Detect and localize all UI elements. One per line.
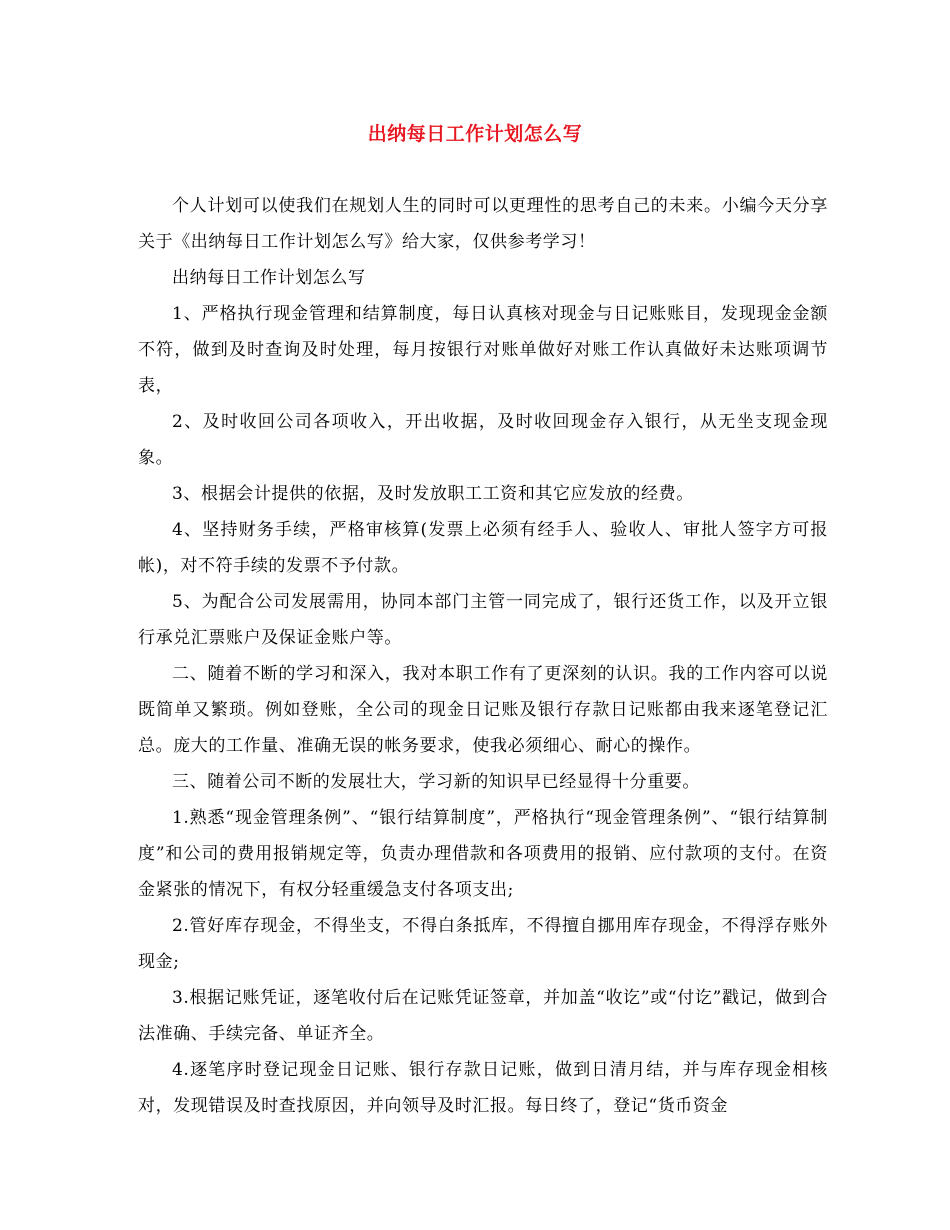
paragraph-subtitle: 出纳每日工作计划怎么写 <box>172 268 366 288</box>
paragraph-intro: 个人计划可以使我们在规划人生的同时可以更理性的思考自己的未来。小编今天分享关于《出纳每日工作计划怎么写》给大家，仅供参考学习！ <box>138 196 828 252</box>
paragraph-item-4: 4、坚持财务手续，严格审核算(发票上必须有经手人、验收人、审批人签字方可报帐)，对不符手续的发票不予付款。 <box>138 520 828 576</box>
paragraph-point-4: 4.逐笔序时登记现金日记账、银行存款日记账，做到日清月结，并与库存现金相核对，发现错误及时查找原因，并向领导及时汇报。每日终了，登记“货币资金 <box>138 1060 828 1116</box>
document-body <box>138 188 828 1124</box>
paragraph-item-5: 5、为配合公司发展需用，协同本部门主管一同完成了，银行还货工作，以及开立银行承兑汇票账户及保证金账户等。 <box>138 592 828 648</box>
paragraph-item-2: 2、及时收回公司各项收入，开出收据，及时收回现金存入银行，从无坐支现金现象。 <box>138 412 828 468</box>
paragraph-item-3: 3、根据会计提供的依据，及时发放职工工资和其它应发放的经费。 <box>172 484 694 504</box>
paragraph-point-1: 1.熟悉“现金管理条例”、“银行结算制度”，严格执行“现金管理条例”、“银行结算制度”和公司的费用报销规定等，负责办理借款和各项费用的报销、应付款项的支付。在资金紧张的情况下，有权分轻重缓急支付各项支出; <box>138 808 828 900</box>
paragraph-section-2: 二、随着不断的学习和深入，我对本职工作有了更深刻的认识。我的工作内容可以说既简单又繁琐。例如登账，全公司的现金日记账及银行存款日记账都由我来逐笔登记汇总。庞大的工作量、准确无误的帐务要求，使我必须细心、耐心的操作。 <box>138 664 828 756</box>
paragraph-item-1: 1、严格执行现金管理和结算制度，每日认真核对现金与日记账账目，发现现金金额不符，做到及时查询及时处理，每月按银行对账单做好对账工作认真做好未达账项调节表， <box>138 304 828 396</box>
paragraph-section-3: 三、随着公司不断的发展壮大，学习新的知识早已经显得十分重要。 <box>172 772 700 792</box>
paragraph-point-3: 3.根据记账凭证，逐笔收付后在记账凭证签章，并加盖“收讫”或“付讫”戳记，做到合法准确、手续完备、单证齐全。 <box>138 988 828 1044</box>
paragraph-point-2: 2.管好库存现金，不得坐支，不得白条抵库，不得擅自挪用库存现金，不得浮存账外现金; <box>138 916 828 972</box>
document-title: 出纳每日工作计划怎么写 <box>367 123 583 145</box>
